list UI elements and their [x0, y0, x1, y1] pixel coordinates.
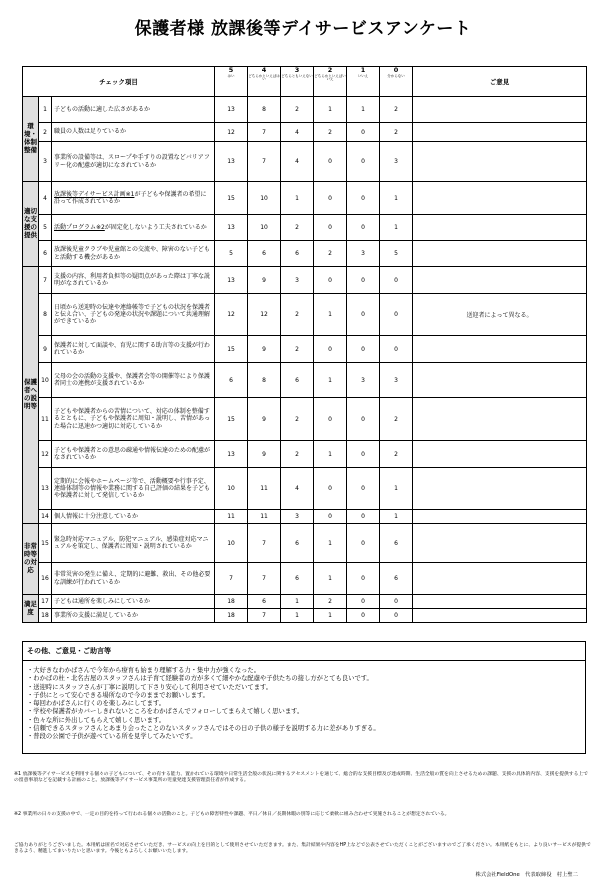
header-score-1-label: いいえ: [357, 73, 369, 78]
row-value: 2: [380, 441, 413, 468]
row-value: 0: [347, 563, 380, 595]
row-question: 子どもの活動に適した広さがあるか: [52, 97, 215, 123]
row-question: [52, 215, 215, 241]
row-value: 9: [248, 441, 281, 468]
row-value: 2: [281, 398, 314, 441]
row-value: 9: [248, 398, 281, 441]
row-value: 13: [215, 441, 248, 468]
row-value: 0: [347, 595, 380, 609]
row-value: 10: [248, 215, 281, 241]
row-number: 7: [39, 267, 52, 294]
row-value: 1: [281, 182, 314, 215]
row-value: 1: [314, 441, 347, 468]
row-value: 11: [248, 510, 281, 524]
header-score-0-label: 分からない: [387, 73, 405, 78]
header-score-2-label: どちらかといえばいいえ: [314, 73, 346, 81]
row-value: 0: [347, 441, 380, 468]
row-value: 6: [380, 524, 413, 563]
row-number: 14: [39, 510, 52, 524]
survey-table: [22, 66, 587, 623]
row-value: 6: [281, 241, 314, 267]
row-value: 13: [215, 97, 248, 123]
row-value: 10: [215, 468, 248, 510]
row-number: 3: [39, 142, 52, 182]
row-value: 1: [314, 97, 347, 123]
comment-item: ・大好きなわかばさんで今年から療育も始まり理解する力・集中力が強くなった。: [27, 667, 260, 674]
row-value: 15: [215, 182, 248, 215]
row-number: 2: [39, 123, 52, 142]
row-value: 12: [215, 123, 248, 142]
row-value: 0: [347, 215, 380, 241]
row-question: 事業所の設備等は、スロープや手すりの設置などバリアフリー化の配慮が適切になされているか: [52, 142, 215, 182]
row-opinion: [413, 441, 587, 468]
row-value: 6: [215, 363, 248, 398]
header-score-1-num: 1: [360, 66, 366, 74]
category-label: 保護者への説明等: [23, 267, 39, 524]
category-label: 適切な支援の提供: [23, 182, 39, 267]
header-score-5-label: はい: [227, 73, 235, 78]
row-question: 日頃から送迎時の伝達や連絡帳等で子どもの状況を保護者と伝え合い、子どもの発達の状況や課題について共通理解ができているか: [52, 294, 215, 336]
row-value: 4: [281, 123, 314, 142]
row-value: 1: [281, 609, 314, 623]
table-row: [23, 336, 587, 363]
row-value: 7: [248, 123, 281, 142]
row-value: 0: [347, 524, 380, 563]
row-opinion: [413, 595, 587, 609]
row-value: 13: [215, 215, 248, 241]
row-value: 0: [347, 468, 380, 510]
row-value: 1: [380, 468, 413, 510]
comment-list: [23, 661, 585, 742]
row-value: 0: [314, 398, 347, 441]
row-number: 8: [39, 294, 52, 336]
row-question: 子どもや保護者からの苦情について、対応の体制を整備するとともに、子どもや保護者に周知・説明し、苦情があった場合に迅速かつ適切に対応しているか: [52, 398, 215, 441]
row-value: 9: [248, 336, 281, 363]
row-value: 2: [281, 215, 314, 241]
row-number: 12: [39, 441, 52, 468]
row-question-text: が固定化しないよう工夫されているか: [104, 223, 207, 231]
row-opinion: [413, 524, 587, 563]
row-number: 13: [39, 468, 52, 510]
signature: 株式会社FieldOne 代表取締役 村上聖二: [475, 872, 578, 878]
row-value: 13: [215, 142, 248, 182]
row-value: 7: [248, 142, 281, 182]
row-number: 18: [39, 609, 52, 623]
row-value: 11: [248, 468, 281, 510]
page-title: 保護者様 放課後等デイサービスアンケート: [134, 19, 472, 39]
header-score-3-label: どちらともいえない: [281, 73, 313, 78]
row-opinion: [413, 563, 587, 595]
row-value: 5: [380, 241, 413, 267]
row-value: 1: [281, 595, 314, 609]
row-value: 7: [248, 524, 281, 563]
row-value: 8: [248, 363, 281, 398]
row-opinion: [413, 336, 587, 363]
row-question: 支援の内容、利用者負担等の疑問点があった際は丁寧な説明がなされているか: [52, 267, 215, 294]
header-score-4-num: 4: [261, 66, 267, 74]
row-value: 0: [314, 510, 347, 524]
header-score-1: [347, 67, 380, 97]
table-row: [23, 595, 587, 609]
row-number: 4: [39, 182, 52, 215]
row-number: 1: [39, 97, 52, 123]
header-score-2: [314, 67, 347, 97]
row-value: 5: [215, 241, 248, 267]
row-value: 6: [281, 363, 314, 398]
category-label: 非常時等の対応: [23, 524, 39, 595]
table-row: [23, 524, 587, 563]
row-value: 6: [248, 241, 281, 267]
row-opinion: [413, 123, 587, 142]
row-question-term: 放課後等デイサービス計画※1: [54, 190, 135, 198]
row-value: 12: [248, 294, 281, 336]
row-value: 13: [215, 267, 248, 294]
row-question: 個人情報に十分注意しているか: [52, 510, 215, 524]
category-label: 満足度: [23, 595, 39, 623]
row-value: 2: [314, 595, 347, 609]
row-value: 0: [314, 215, 347, 241]
row-question-term: 活動プログラム※2: [54, 223, 105, 231]
row-opinion: [413, 241, 587, 267]
row-question: 非常災害の発生に備え、定期的に避難、救出、その他必要な訓練が行われているか: [52, 563, 215, 595]
row-value: 6: [380, 563, 413, 595]
row-value: 2: [380, 123, 413, 142]
row-opinion: 送迎者によって異なる。: [413, 294, 587, 336]
row-value: 0: [380, 267, 413, 294]
row-number: 17: [39, 595, 52, 609]
row-value: 4: [281, 142, 314, 182]
table-row: [23, 123, 587, 142]
row-number: 15: [39, 524, 52, 563]
row-value: 3: [380, 142, 413, 182]
row-value: 0: [314, 182, 347, 215]
row-value: 0: [380, 595, 413, 609]
row-opinion: [413, 363, 587, 398]
row-value: 0: [314, 267, 347, 294]
table-row: [23, 241, 587, 267]
table-row: [23, 363, 587, 398]
row-opinion: [413, 398, 587, 441]
row-value: 11: [215, 510, 248, 524]
row-value: 0: [347, 510, 380, 524]
row-value: 1: [314, 563, 347, 595]
header-score-5-num: 5: [228, 66, 234, 74]
row-value: 12: [215, 294, 248, 336]
table-row: [23, 267, 587, 294]
row-value: 0: [380, 294, 413, 336]
row-value: 15: [215, 398, 248, 441]
comment-item: ・色々な所に外出してもらえて嬉しく思います。: [27, 716, 166, 724]
row-question: 定期的に会報やホームページ等で、活動概要や行事予定、連絡体制等の情報や業務に関する自己評価の結果を子どもや保護者に対して発信しているか: [52, 468, 215, 510]
row-number: 9: [39, 336, 52, 363]
row-value: 0: [347, 294, 380, 336]
table-row: [23, 563, 587, 595]
row-value: 0: [347, 182, 380, 215]
row-question: 放課後児童クラブや児童館との交流や、障害のない子どもと活動する機会があるか: [52, 241, 215, 267]
row-question: 保護者に対して面談や、育児に関する助言等の支援が行われているか: [52, 336, 215, 363]
row-number: 6: [39, 241, 52, 267]
row-question: 子どもや保護者との意思の疎通や情報伝達のための配慮がなされているか: [52, 441, 215, 468]
header-score-5: [215, 67, 248, 97]
row-value: 6: [248, 595, 281, 609]
header-score-0: [380, 67, 413, 97]
row-value: 0: [347, 336, 380, 363]
row-value: 0: [314, 468, 347, 510]
row-value: 7: [215, 563, 248, 595]
row-value: 0: [314, 142, 347, 182]
row-number: 10: [39, 363, 52, 398]
table-row: [23, 182, 587, 215]
row-question: 緊急時対応マニュアル、防犯マニュアル、感染症対応マニュアルを策定し、保護者に周知・説明されているか: [52, 524, 215, 563]
other-comments-box: [22, 641, 586, 754]
row-value: 2: [281, 97, 314, 123]
row-value: 1: [314, 363, 347, 398]
row-value: 3: [347, 363, 380, 398]
header-score-3-num: 3: [294, 66, 300, 74]
row-value: 2: [281, 294, 314, 336]
table-row: [23, 468, 587, 510]
row-value: 3: [281, 510, 314, 524]
row-value: 9: [248, 267, 281, 294]
row-question: 職員の人数は足りているか: [52, 123, 215, 142]
row-opinion: [413, 468, 587, 510]
comment-item: ・毎回わかばさんに行くのを楽しみにしてます。: [27, 700, 166, 708]
row-value: 2: [281, 441, 314, 468]
row-opinion: [413, 267, 587, 294]
row-value: 0: [314, 336, 347, 363]
row-value: 1: [380, 215, 413, 241]
row-value: 0: [380, 336, 413, 363]
row-question: 子どもは通所を楽しみにしているか: [52, 595, 215, 609]
table-row: [23, 441, 587, 468]
header-score-3: [281, 67, 314, 97]
row-value: 0: [347, 267, 380, 294]
footnote-2: ※2 事業所の日々の支援の中で、一定の目的を持って行われる個々の活動のこと。子どもの障害特性や課題、平日／休日／長期休暇の別等に応じて柔軟に組み合わせて実施されることが想定されている。: [14, 812, 450, 817]
row-value: 3: [380, 363, 413, 398]
comment-item: ・普段の公園で子供が遊べている所を見学してみたいです。: [27, 733, 197, 741]
row-question: [52, 182, 215, 215]
row-value: 0: [347, 398, 380, 441]
row-value: 1: [347, 97, 380, 123]
row-value: 0: [347, 609, 380, 623]
row-value: 1: [314, 294, 347, 336]
row-opinion: [413, 215, 587, 241]
header-check-item: チェック項目: [23, 67, 215, 97]
row-opinion: [413, 142, 587, 182]
row-value: 7: [248, 563, 281, 595]
other-comments-title: その他、ご意見・ご助言等: [23, 642, 585, 661]
comment-item: ・信頼できるスタッフさんとあまり会ったことのないスタッフさんではその日の子供の様子を説明する力に差がありすぎる。: [27, 725, 380, 733]
row-value: 2: [281, 336, 314, 363]
table-row: [23, 215, 587, 241]
row-value: 0: [347, 142, 380, 182]
row-value: 0: [380, 609, 413, 623]
comment-item: ・学校や保護者がカバーしきれないところをわかばさんでフォローしてまらえて嬉しく思います。: [27, 708, 304, 716]
category-label: 環境・体制整備: [23, 97, 39, 182]
row-opinion: [413, 182, 587, 215]
row-question: 父母の会の活動の支援や、保護者会等の開催等により保護者同士の連携が支援されているか: [52, 363, 215, 398]
row-opinion: [413, 97, 587, 123]
row-value: 1: [314, 609, 347, 623]
row-value: 6: [281, 563, 314, 595]
row-value: 3: [347, 241, 380, 267]
row-value: 7: [248, 609, 281, 623]
row-value: 2: [314, 123, 347, 142]
row-value: 8: [248, 97, 281, 123]
table-row: [23, 294, 587, 336]
row-value: 1: [380, 182, 413, 215]
header-opinion: ご意見: [413, 67, 587, 97]
header-row: [23, 67, 587, 97]
header-score-0-num: 0: [393, 66, 399, 74]
row-question-text: が子どもや保護者の希望に沿って作成されているか: [54, 190, 207, 205]
row-value: 15: [215, 336, 248, 363]
row-value: 18: [215, 609, 248, 623]
row-value: 10: [215, 524, 248, 563]
row-value: 2: [380, 398, 413, 441]
row-question: 事業所の支援に満足しているか: [52, 609, 215, 623]
table-row: [23, 97, 587, 123]
row-number: 11: [39, 398, 52, 441]
comment-item: ・送迎時にスタッフさんが丁寧に説明して下さり安心して利用させていただいてます。: [27, 683, 273, 691]
row-value: 0: [347, 123, 380, 142]
table-row: [23, 142, 587, 182]
table-row: [23, 398, 587, 441]
row-value: 2: [380, 97, 413, 123]
row-value: 1: [380, 510, 413, 524]
row-value: 10: [248, 182, 281, 215]
header-score-4: [248, 67, 281, 97]
header-score-4-label: どちらかといえばはい: [248, 73, 280, 81]
row-number: 5: [39, 215, 52, 241]
row-number: 16: [39, 563, 52, 595]
row-value: 18: [215, 595, 248, 609]
comment-item: ・子供にとって安心できる場所なので今のままでお願いします。: [27, 691, 209, 699]
row-value: 1: [314, 524, 347, 563]
table-row: [23, 510, 587, 524]
table-row: [23, 609, 587, 623]
footnote-1: ※1 放課後等デイサービスを利用する個々の子どもについて、その有する能力、置かれている環境や日常生活全般の状況に関するアセスメントを通じて、総合的な支援目標及び達成時期、生活全般の質を向上させるための課題、支援の具体的内容、支援を提供する上での留意事項などを記載する計画のこと。放課後等デイサービス事業所の児童発達支援管理責任者が作成する。: [14, 772, 588, 784]
row-value: 4: [281, 468, 314, 510]
comment-item: ・わかばの杜・北名古屋のスタッフさんは子育て経験者の方が多くて細やかな配慮や子供たちの接し方がとても良いです。: [27, 675, 373, 683]
row-value: 2: [314, 241, 347, 267]
thanks-note: ご協力ありがとうございました。本用紙は匿名で対応させていただき、サービスの向上を目的として使用させていただきます。また、集計結果や内容をHP上などで公表させていただくことがございますのでご了承ください。本用紙をもとに、より良いサービスが提供できるよう、精進してまいりたいと思います。今後ともよろしくお願いいたします。: [14, 843, 591, 855]
row-opinion: [413, 510, 587, 524]
row-value: 6: [281, 524, 314, 563]
row-opinion: [413, 609, 587, 623]
row-value: 3: [281, 267, 314, 294]
header-score-2-num: 2: [327, 66, 333, 74]
